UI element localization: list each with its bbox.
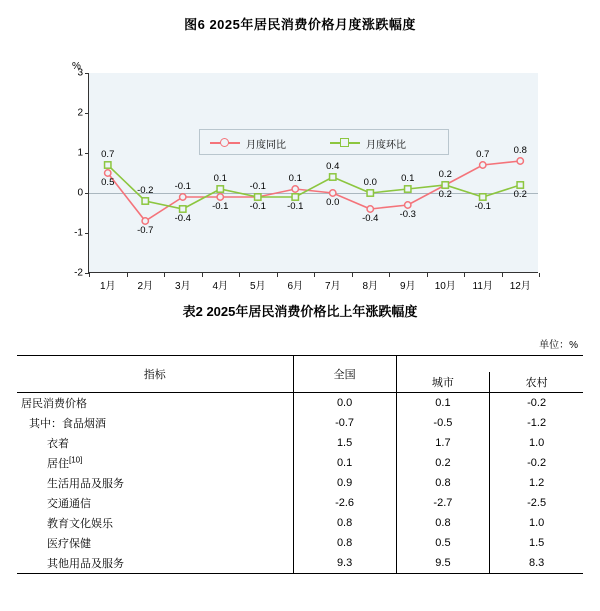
table-row xyxy=(17,413,583,433)
legend-marker-tongbi xyxy=(220,138,229,147)
series-marker xyxy=(217,194,223,200)
series-marker xyxy=(105,162,111,168)
data-label-lower: -0.4 xyxy=(174,213,191,224)
x-tick-label: 8月 xyxy=(362,281,379,292)
row-value-urban: 0.8 xyxy=(396,473,490,493)
legend xyxy=(199,129,449,155)
cpi-table xyxy=(17,355,583,574)
y-tick-label: 2 xyxy=(77,107,83,119)
series-marker xyxy=(330,174,336,180)
row-value-rural: -0.2 xyxy=(490,453,583,473)
row-value-rural: -1.2 xyxy=(490,413,583,433)
row-value-rural: 1.5 xyxy=(490,533,583,553)
data-label-lower: 0.5 xyxy=(101,177,115,188)
series-lines xyxy=(89,73,539,273)
x-tick xyxy=(164,273,165,277)
table-row xyxy=(17,513,583,533)
row-label: 居住[10] xyxy=(47,455,83,470)
row-value-national: 0.0 xyxy=(293,393,396,414)
x-tick-label: 4月 xyxy=(212,281,229,292)
data-label-upper: -0.1 xyxy=(174,181,191,192)
row-label: 教育文化娱乐 xyxy=(47,518,113,530)
row-value-rural: 1.0 xyxy=(490,433,583,453)
chart-title: 图6 2025年居民消费价格月度涨跌幅度 xyxy=(184,17,416,32)
table-unit: 单位：% xyxy=(539,340,578,351)
row-value-national: -0.7 xyxy=(293,413,396,433)
data-label-upper: 0.1 xyxy=(401,173,415,184)
series-line xyxy=(108,161,521,221)
data-label-lower: -0.1 xyxy=(287,201,304,212)
y-axis-unit: % xyxy=(72,61,81,72)
header-national: 全国 xyxy=(293,356,396,393)
row-value-rural: 1.2 xyxy=(490,473,583,493)
series-marker xyxy=(142,198,148,204)
series-marker xyxy=(255,194,261,200)
data-label-lower: -0.7 xyxy=(137,225,154,236)
table-row xyxy=(17,473,583,493)
y-tick-label: -2 xyxy=(74,267,83,279)
series-marker xyxy=(517,158,523,164)
row-value-urban: 9.5 xyxy=(396,553,490,574)
series-marker xyxy=(330,190,336,196)
x-tick-label: 5月 xyxy=(249,281,266,292)
x-tick xyxy=(314,273,315,277)
row-value-rural: 1.0 xyxy=(490,513,583,533)
data-label-lower: -0.1 xyxy=(212,201,229,212)
series-marker xyxy=(480,162,486,168)
plot-region xyxy=(74,67,538,292)
data-label-lower: -0.4 xyxy=(362,213,379,224)
row-value-urban: -0.5 xyxy=(396,413,490,433)
table-row xyxy=(17,393,583,414)
header-urban: 城市 xyxy=(396,372,490,393)
data-label-upper: 0.7 xyxy=(476,149,490,160)
row-value-rural: -0.2 xyxy=(490,393,583,414)
data-label-upper: 0.0 xyxy=(363,177,377,188)
data-label-upper: 0.1 xyxy=(213,173,227,184)
chart-area xyxy=(0,33,600,292)
data-label-lower: 0.2 xyxy=(438,189,452,200)
y-tick-label: 0 xyxy=(77,187,83,199)
row-value-national: 0.8 xyxy=(293,513,396,533)
x-tick-label: 1月 xyxy=(99,281,116,292)
x-tick xyxy=(202,273,203,277)
series-marker xyxy=(405,202,411,208)
series-marker xyxy=(217,186,223,192)
x-tick-label: 7月 xyxy=(324,281,341,292)
header-spacer xyxy=(396,356,583,373)
data-label-upper: 0.8 xyxy=(513,145,527,156)
row-label: 其中：食品烟酒 xyxy=(29,418,106,430)
table-row xyxy=(17,453,583,473)
row-label: 居民消费价格 xyxy=(21,398,87,410)
series-marker xyxy=(180,206,186,212)
x-tick xyxy=(127,273,128,277)
series-marker xyxy=(367,206,373,212)
row-value-urban: 0.8 xyxy=(396,513,490,533)
x-tick xyxy=(464,273,465,277)
row-value-national: 0.1 xyxy=(293,453,396,473)
x-tick-label: 6月 xyxy=(287,281,304,292)
x-tick xyxy=(277,273,278,277)
data-label-lower: -0.3 xyxy=(399,209,416,220)
table-header-row xyxy=(17,356,583,373)
row-value-urban: 0.1 xyxy=(396,393,490,414)
row-value-rural: 8.3 xyxy=(490,553,583,574)
series-marker xyxy=(405,186,411,192)
row-label: 衣着 xyxy=(47,438,69,450)
row-value-national: 1.5 xyxy=(293,433,396,453)
data-label-upper: 0.4 xyxy=(326,161,340,172)
row-label: 其他用品及服务 xyxy=(17,553,293,574)
x-tick xyxy=(427,273,428,277)
legend-label-tongbi: 月度同比 xyxy=(246,140,286,151)
x-tick xyxy=(539,273,540,277)
x-tick xyxy=(502,273,503,277)
series-marker xyxy=(367,190,373,196)
x-tick xyxy=(389,273,390,277)
data-label-upper: 0.1 xyxy=(288,173,302,184)
data-label-lower: 0.0 xyxy=(326,197,340,208)
data-label-upper: 0.2 xyxy=(438,169,452,180)
row-value-urban: -2.7 xyxy=(396,493,490,513)
data-label-lower: -0.1 xyxy=(474,201,491,212)
row-label: 交通通信 xyxy=(47,498,91,510)
series-marker xyxy=(105,170,111,176)
legend-label-huanbi: 月度环比 xyxy=(366,140,406,151)
table-row xyxy=(17,553,583,574)
data-label-lower: -0.1 xyxy=(249,201,266,212)
x-tick-label: 2月 xyxy=(137,281,154,292)
table-row xyxy=(17,433,583,453)
x-tick-label: 9月 xyxy=(399,281,416,292)
x-tick-label: 10月 xyxy=(434,281,456,292)
series-marker xyxy=(442,182,448,188)
x-tick xyxy=(89,273,90,277)
x-tick-label: 12月 xyxy=(509,281,531,292)
x-tick xyxy=(352,273,353,277)
row-label: 医疗保健 xyxy=(47,538,91,550)
header-rural: 农村 xyxy=(490,372,583,393)
series-marker xyxy=(480,194,486,200)
y-tick-label: -1 xyxy=(74,227,83,239)
legend-marker-huanbi xyxy=(340,138,349,147)
row-value-national: 0.9 xyxy=(293,473,396,493)
row-value-national: 9.3 xyxy=(293,553,396,574)
x-tick-label: 3月 xyxy=(174,281,191,292)
data-label-upper: -0.2 xyxy=(137,185,154,196)
y-tick-label: 1 xyxy=(77,147,83,159)
row-value-national: -2.6 xyxy=(293,493,396,513)
series-line xyxy=(108,165,521,209)
table-row xyxy=(17,533,583,553)
data-label-lower: 0.2 xyxy=(513,189,527,200)
row-value-urban: 0.5 xyxy=(396,533,490,553)
series-marker xyxy=(292,194,298,200)
x-tick xyxy=(239,273,240,277)
header-indicator: 指标 xyxy=(17,356,293,393)
row-value-rural: -2.5 xyxy=(490,493,583,513)
row-value-urban: 0.2 xyxy=(396,453,490,473)
row-value-national: 0.8 xyxy=(293,533,396,553)
data-label-upper: -0.1 xyxy=(249,181,266,192)
x-tick-label: 11月 xyxy=(472,281,493,292)
data-label-upper: 0.7 xyxy=(101,149,115,160)
row-value-urban: 1.7 xyxy=(396,433,490,453)
series-marker xyxy=(292,186,298,192)
table-body xyxy=(17,393,583,574)
row-label: 生活用品及服务 xyxy=(47,478,124,490)
series-marker xyxy=(142,218,148,224)
y-tick-label: 3 xyxy=(77,67,83,79)
series-marker xyxy=(180,194,186,200)
table-row xyxy=(17,493,583,513)
series-marker xyxy=(517,182,523,188)
table-title: 表2 2025年居民消费价格比上年涨跌幅度 xyxy=(182,304,418,319)
